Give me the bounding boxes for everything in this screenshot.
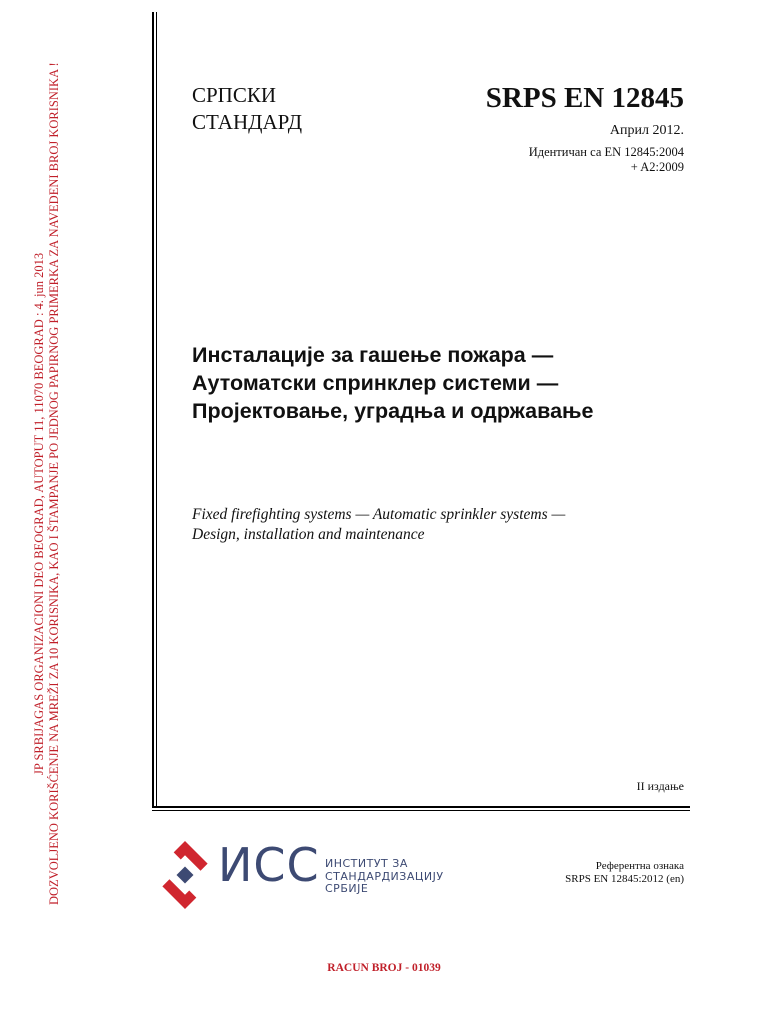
logo-name-line-3: СРБИЈЕ [325, 882, 369, 895]
title-english-line-1: Fixed firefighting systems — Automatic sprinkler systems — [192, 506, 566, 523]
title-serbian [192, 341, 593, 425]
frame-rule-horizontal-thin [152, 810, 690, 811]
standard-code: SRPS EN 12845 [485, 82, 684, 114]
logo-abbreviation: ИСС [218, 838, 320, 892]
title-serbian-line-3: Пројектовање, уградња и одржавање [192, 399, 594, 423]
identical-with-line-1: Идентичан са EN 12845:2004 [528, 145, 684, 159]
edition-label: II издање [636, 779, 684, 793]
logo-name-line-1: ИНСТИТУТ ЗА [325, 857, 408, 870]
standard-label [192, 82, 302, 136]
logo-institute-name [325, 858, 444, 896]
title-english [192, 505, 565, 545]
logo-mark-red-2 [162, 875, 196, 909]
standard-label-line-1: СРПСКИ [192, 83, 277, 107]
reference-designation [565, 860, 684, 886]
frame-rule-vertical [152, 12, 154, 807]
invoice-number: RACUN BROJ - 01039 [327, 962, 441, 974]
identical-with [529, 145, 684, 175]
logo-mark-blue [177, 867, 194, 884]
license-watermark-line-1: JP SRBIJAGAS ORGANIZACIONI DEO BEOGRAD, AUTOPUT 11, 11070 BEOGRAD : 4. jun 2013 [32, 252, 46, 775]
identical-with-line-2: + A2:2009 [630, 160, 684, 174]
title-serbian-line-2: Аутоматски спринклер системи — [192, 371, 559, 395]
title-english-line-2: Design, installation and maintenance [192, 526, 425, 543]
reference-label: Референтна ознака [595, 860, 684, 872]
logo-mark-red [174, 841, 208, 875]
logo-name-line-2: СТАНДАРДИЗАЦИЈУ [325, 869, 444, 883]
frame-rule-horizontal [152, 806, 690, 808]
reference-value: SRPS EN 12845:2012 (en) [565, 873, 684, 885]
publication-date: Април 2012. [609, 123, 684, 138]
standard-label-line-2: СТАНДАРД [192, 110, 303, 134]
title-serbian-line-1: Инсталације за гашење пожара — [192, 343, 554, 367]
license-watermark-line-2: DOZVOLJENO KORIŠĆENJE NA MREŽI ZA 10 KORISNIKA, KAO I ŠTAMPANJE PO JEDNOG PAPIRNOG PRIMERKA ZA NAVEDENI BROJ KORISNIKA ! [47, 62, 61, 905]
frame-rule-vertical-thin [156, 12, 157, 807]
